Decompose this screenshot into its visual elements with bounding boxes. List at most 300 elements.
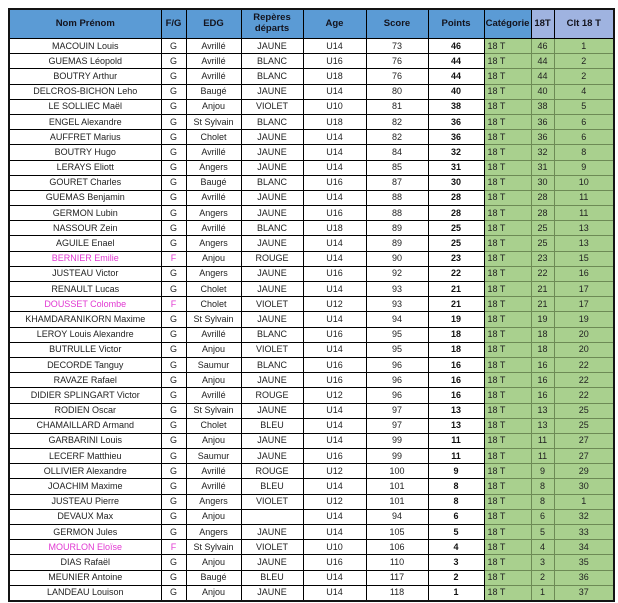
cell-points: 30 bbox=[428, 175, 484, 190]
cell-clt: 9 bbox=[554, 160, 614, 175]
cell-name: GUEMAS Léopold bbox=[9, 54, 161, 69]
cell-points: 18 bbox=[428, 327, 484, 342]
cell-t18: 30 bbox=[531, 175, 554, 190]
cell-clt: 20 bbox=[554, 327, 614, 342]
cell-edg: Angers bbox=[186, 236, 241, 251]
cell-points: 28 bbox=[428, 206, 484, 221]
cell-reperes: JAUNE bbox=[241, 190, 303, 205]
cell-categorie: 18 T bbox=[484, 525, 531, 540]
cell-name: GERMON Lubin bbox=[9, 206, 161, 221]
cell-reperes: VIOLET bbox=[241, 342, 303, 357]
cell-score: 99 bbox=[366, 433, 428, 448]
cell-fg: F bbox=[161, 251, 186, 266]
cell-edg: Avrillé bbox=[186, 54, 241, 69]
cell-score: 94 bbox=[366, 312, 428, 327]
cell-edg: Anjou bbox=[186, 555, 241, 570]
cell-reperes: BLANC bbox=[241, 327, 303, 342]
cell-fg: G bbox=[161, 206, 186, 221]
cell-age: U12 bbox=[303, 297, 366, 312]
cell-clt: 37 bbox=[554, 585, 614, 601]
cell-score: 118 bbox=[366, 585, 428, 601]
table-row bbox=[9, 418, 614, 433]
cell-age: U14 bbox=[303, 39, 366, 54]
cell-edg: Saumur bbox=[186, 357, 241, 372]
cell-score: 95 bbox=[366, 342, 428, 357]
cell-age: U16 bbox=[303, 175, 366, 190]
cell-age: U14 bbox=[303, 145, 366, 160]
cell-categorie: 18 T bbox=[484, 418, 531, 433]
cell-t18: 36 bbox=[531, 114, 554, 129]
cell-reperes: BLEU bbox=[241, 479, 303, 494]
cell-age: U14 bbox=[303, 236, 366, 251]
cell-score: 99 bbox=[366, 449, 428, 464]
cell-name: CHAMAILLARD Armand bbox=[9, 418, 161, 433]
cell-edg: St Sylvain bbox=[186, 312, 241, 327]
cell-name: KHAMDARANIKORN Maxime bbox=[9, 312, 161, 327]
table-row bbox=[9, 342, 614, 357]
cell-reperes: ROUGE bbox=[241, 251, 303, 266]
cell-t18: 3 bbox=[531, 555, 554, 570]
table-row bbox=[9, 388, 614, 403]
cell-t18: 1 bbox=[531, 585, 554, 601]
cell-t18: 25 bbox=[531, 236, 554, 251]
cell-edg: Cholet bbox=[186, 418, 241, 433]
cell-age: U16 bbox=[303, 266, 366, 281]
cell-fg: G bbox=[161, 494, 186, 509]
cell-name: MEUNIER Antoine bbox=[9, 570, 161, 585]
cell-age: U18 bbox=[303, 69, 366, 84]
cell-reperes: JAUNE bbox=[241, 373, 303, 388]
cell-name: MACOUIN Louis bbox=[9, 39, 161, 54]
cell-reperes: JAUNE bbox=[241, 39, 303, 54]
cell-clt: 15 bbox=[554, 251, 614, 266]
cell-score: 106 bbox=[366, 540, 428, 555]
cell-categorie: 18 T bbox=[484, 449, 531, 464]
cell-clt: 33 bbox=[554, 525, 614, 540]
table-row bbox=[9, 69, 614, 84]
cell-age: U16 bbox=[303, 373, 366, 388]
cell-t18: 25 bbox=[531, 221, 554, 236]
cell-t18: 16 bbox=[531, 357, 554, 372]
cell-edg: Avrillé bbox=[186, 190, 241, 205]
cell-categorie: 18 T bbox=[484, 282, 531, 297]
cell-name: DIAS Rafaël bbox=[9, 555, 161, 570]
table-row bbox=[9, 312, 614, 327]
cell-points: 23 bbox=[428, 251, 484, 266]
cell-categorie: 18 T bbox=[484, 494, 531, 509]
cell-clt: 13 bbox=[554, 236, 614, 251]
cell-clt: 17 bbox=[554, 297, 614, 312]
cell-fg: G bbox=[161, 357, 186, 372]
cell-t18: 11 bbox=[531, 433, 554, 448]
cell-categorie: 18 T bbox=[484, 114, 531, 129]
cell-t18: 6 bbox=[531, 509, 554, 524]
cell-categorie: 18 T bbox=[484, 160, 531, 175]
cell-points: 18 bbox=[428, 342, 484, 357]
cell-edg: Avrillé bbox=[186, 221, 241, 236]
cell-points: 19 bbox=[428, 312, 484, 327]
cell-categorie: 18 T bbox=[484, 479, 531, 494]
cell-reperes: JAUNE bbox=[241, 555, 303, 570]
table-row bbox=[9, 449, 614, 464]
cell-clt: 30 bbox=[554, 479, 614, 494]
cell-points: 25 bbox=[428, 236, 484, 251]
cell-edg: Avrillé bbox=[186, 479, 241, 494]
cell-reperes: JAUNE bbox=[241, 130, 303, 145]
table-row bbox=[9, 54, 614, 69]
cell-age: U14 bbox=[303, 190, 366, 205]
cell-reperes: VIOLET bbox=[241, 494, 303, 509]
cell-categorie: 18 T bbox=[484, 145, 531, 160]
cell-points: 36 bbox=[428, 130, 484, 145]
cell-name: GOURET Charles bbox=[9, 175, 161, 190]
cell-edg: St Sylvain bbox=[186, 540, 241, 555]
cell-score: 94 bbox=[366, 509, 428, 524]
cell-reperes: JAUNE bbox=[241, 236, 303, 251]
header-name: Nom Prénom bbox=[9, 9, 161, 39]
cell-fg: G bbox=[161, 433, 186, 448]
cell-points: 9 bbox=[428, 464, 484, 479]
cell-categorie: 18 T bbox=[484, 555, 531, 570]
cell-t18: 28 bbox=[531, 190, 554, 205]
cell-age: U16 bbox=[303, 327, 366, 342]
cell-age: U14 bbox=[303, 282, 366, 297]
cell-name: RAVAZE Rafael bbox=[9, 373, 161, 388]
table-row bbox=[9, 251, 614, 266]
cell-clt: 2 bbox=[554, 54, 614, 69]
cell-clt: 36 bbox=[554, 570, 614, 585]
cell-points: 36 bbox=[428, 114, 484, 129]
cell-age: U18 bbox=[303, 114, 366, 129]
cell-name: OLLIVIER Alexandre bbox=[9, 464, 161, 479]
cell-points: 13 bbox=[428, 418, 484, 433]
table-row bbox=[9, 221, 614, 236]
cell-score: 87 bbox=[366, 175, 428, 190]
cell-clt: 8 bbox=[554, 145, 614, 160]
cell-reperes: JAUNE bbox=[241, 282, 303, 297]
cell-clt: 25 bbox=[554, 418, 614, 433]
cell-categorie: 18 T bbox=[484, 69, 531, 84]
cell-t18: 16 bbox=[531, 373, 554, 388]
cell-fg: G bbox=[161, 190, 186, 205]
cell-age: U16 bbox=[303, 555, 366, 570]
header-edg: EDG bbox=[186, 9, 241, 39]
cell-categorie: 18 T bbox=[484, 221, 531, 236]
cell-categorie: 18 T bbox=[484, 342, 531, 357]
cell-score: 97 bbox=[366, 418, 428, 433]
cell-categorie: 18 T bbox=[484, 327, 531, 342]
cell-reperes: BLANC bbox=[241, 221, 303, 236]
cell-t18: 40 bbox=[531, 84, 554, 99]
cell-score: 81 bbox=[366, 99, 428, 114]
cell-fg: G bbox=[161, 312, 186, 327]
cell-t18: 21 bbox=[531, 297, 554, 312]
cell-points: 8 bbox=[428, 479, 484, 494]
cell-name: DOUSSET Colombe bbox=[9, 297, 161, 312]
cell-age: U14 bbox=[303, 509, 366, 524]
table-row bbox=[9, 282, 614, 297]
cell-categorie: 18 T bbox=[484, 99, 531, 114]
cell-age: U14 bbox=[303, 130, 366, 145]
table-row bbox=[9, 175, 614, 190]
table-row bbox=[9, 585, 614, 601]
cell-score: 76 bbox=[366, 54, 428, 69]
cell-name: RENAULT Lucas bbox=[9, 282, 161, 297]
cell-categorie: 18 T bbox=[484, 39, 531, 54]
cell-age: U14 bbox=[303, 160, 366, 175]
cell-points: 28 bbox=[428, 190, 484, 205]
table-row bbox=[9, 206, 614, 221]
cell-clt: 17 bbox=[554, 282, 614, 297]
cell-points: 44 bbox=[428, 69, 484, 84]
cell-t18: 31 bbox=[531, 160, 554, 175]
cell-reperes: JAUNE bbox=[241, 145, 303, 160]
cell-age: U16 bbox=[303, 54, 366, 69]
cell-name: GERMON Jules bbox=[9, 525, 161, 540]
cell-reperes: BLANC bbox=[241, 357, 303, 372]
cell-age: U12 bbox=[303, 494, 366, 509]
cell-name: LE SOLLIEC Maël bbox=[9, 99, 161, 114]
cell-categorie: 18 T bbox=[484, 433, 531, 448]
cell-name: LERAYS Eliott bbox=[9, 160, 161, 175]
cell-reperes: ROUGE bbox=[241, 464, 303, 479]
cell-points: 4 bbox=[428, 540, 484, 555]
cell-fg: G bbox=[161, 585, 186, 601]
cell-categorie: 18 T bbox=[484, 357, 531, 372]
table-row bbox=[9, 236, 614, 251]
cell-fg: G bbox=[161, 509, 186, 524]
cell-age: U16 bbox=[303, 449, 366, 464]
cell-points: 16 bbox=[428, 357, 484, 372]
cell-fg: G bbox=[161, 327, 186, 342]
header-score: Score bbox=[366, 9, 428, 39]
table-row bbox=[9, 373, 614, 388]
cell-points: 46 bbox=[428, 39, 484, 54]
cell-t18: 19 bbox=[531, 312, 554, 327]
cell-edg: Angers bbox=[186, 206, 241, 221]
table-row bbox=[9, 494, 614, 509]
cell-name: BOUTRY Hugo bbox=[9, 145, 161, 160]
cell-fg: G bbox=[161, 99, 186, 114]
cell-score: 88 bbox=[366, 190, 428, 205]
cell-t18: 4 bbox=[531, 540, 554, 555]
table-row bbox=[9, 114, 614, 129]
table-row bbox=[9, 403, 614, 418]
cell-reperes bbox=[241, 509, 303, 524]
cell-points: 16 bbox=[428, 388, 484, 403]
cell-name: AUFFRET Marius bbox=[9, 130, 161, 145]
cell-score: 101 bbox=[366, 494, 428, 509]
cell-name: JUSTEAU Victor bbox=[9, 266, 161, 281]
cell-points: 25 bbox=[428, 221, 484, 236]
cell-fg: G bbox=[161, 266, 186, 281]
header-categorie: Catégorie bbox=[484, 9, 531, 39]
cell-clt: 11 bbox=[554, 206, 614, 221]
cell-edg: Baugé bbox=[186, 570, 241, 585]
table-row bbox=[9, 570, 614, 585]
header-points: Points bbox=[428, 9, 484, 39]
cell-t18: 8 bbox=[531, 494, 554, 509]
cell-t18: 13 bbox=[531, 403, 554, 418]
cell-name: LEROY Louis Alexandre bbox=[9, 327, 161, 342]
cell-reperes: JAUNE bbox=[241, 403, 303, 418]
cell-fg: G bbox=[161, 160, 186, 175]
cell-score: 96 bbox=[366, 357, 428, 372]
results-table bbox=[8, 8, 615, 602]
cell-clt: 10 bbox=[554, 175, 614, 190]
table-row bbox=[9, 145, 614, 160]
cell-t18: 23 bbox=[531, 251, 554, 266]
cell-reperes: JAUNE bbox=[241, 266, 303, 281]
cell-score: 93 bbox=[366, 282, 428, 297]
table-row bbox=[9, 130, 614, 145]
cell-edg: Avrillé bbox=[186, 69, 241, 84]
cell-clt: 19 bbox=[554, 312, 614, 327]
cell-name: DEVAUX Max bbox=[9, 509, 161, 524]
cell-categorie: 18 T bbox=[484, 251, 531, 266]
cell-reperes: JAUNE bbox=[241, 160, 303, 175]
table-row bbox=[9, 99, 614, 114]
cell-fg: G bbox=[161, 175, 186, 190]
cell-categorie: 18 T bbox=[484, 373, 531, 388]
cell-score: 88 bbox=[366, 206, 428, 221]
cell-fg: G bbox=[161, 282, 186, 297]
cell-clt: 29 bbox=[554, 464, 614, 479]
cell-score: 96 bbox=[366, 373, 428, 388]
cell-points: 32 bbox=[428, 145, 484, 160]
cell-fg: G bbox=[161, 479, 186, 494]
cell-categorie: 18 T bbox=[484, 585, 531, 601]
cell-reperes: JAUNE bbox=[241, 449, 303, 464]
cell-score: 82 bbox=[366, 130, 428, 145]
cell-t18: 36 bbox=[531, 130, 554, 145]
cell-reperes: BLANC bbox=[241, 175, 303, 190]
cell-edg: Avrillé bbox=[186, 388, 241, 403]
cell-categorie: 18 T bbox=[484, 570, 531, 585]
cell-age: U14 bbox=[303, 479, 366, 494]
cell-edg: Anjou bbox=[186, 585, 241, 601]
cell-reperes: VIOLET bbox=[241, 297, 303, 312]
table-row bbox=[9, 266, 614, 281]
cell-name: LECERF Matthieu bbox=[9, 449, 161, 464]
cell-score: 73 bbox=[366, 39, 428, 54]
cell-reperes: JAUNE bbox=[241, 84, 303, 99]
cell-score: 110 bbox=[366, 555, 428, 570]
cell-reperes: JAUNE bbox=[241, 312, 303, 327]
cell-fg: G bbox=[161, 221, 186, 236]
cell-score: 92 bbox=[366, 266, 428, 281]
cell-clt: 4 bbox=[554, 84, 614, 99]
cell-points: 3 bbox=[428, 555, 484, 570]
table-row bbox=[9, 433, 614, 448]
cell-t18: 9 bbox=[531, 464, 554, 479]
cell-t18: 38 bbox=[531, 99, 554, 114]
cell-t18: 13 bbox=[531, 418, 554, 433]
header-row bbox=[9, 9, 614, 39]
cell-points: 21 bbox=[428, 297, 484, 312]
cell-edg: Cholet bbox=[186, 130, 241, 145]
cell-age: U14 bbox=[303, 418, 366, 433]
cell-score: 89 bbox=[366, 236, 428, 251]
cell-edg: Anjou bbox=[186, 373, 241, 388]
cell-categorie: 18 T bbox=[484, 464, 531, 479]
cell-clt: 22 bbox=[554, 357, 614, 372]
cell-edg: Anjou bbox=[186, 99, 241, 114]
cell-points: 11 bbox=[428, 433, 484, 448]
cell-clt: 27 bbox=[554, 449, 614, 464]
table-row bbox=[9, 160, 614, 175]
cell-edg: Anjou bbox=[186, 433, 241, 448]
cell-reperes: VIOLET bbox=[241, 99, 303, 114]
cell-points: 5 bbox=[428, 525, 484, 540]
table-row bbox=[9, 555, 614, 570]
cell-name: JUSTEAU Pierre bbox=[9, 494, 161, 509]
table-row bbox=[9, 190, 614, 205]
header-t18: 18T bbox=[531, 9, 554, 39]
table-row bbox=[9, 357, 614, 372]
cell-points: 6 bbox=[428, 509, 484, 524]
cell-clt: 6 bbox=[554, 114, 614, 129]
cell-name: BOUTRY Arthur bbox=[9, 69, 161, 84]
cell-edg: Anjou bbox=[186, 251, 241, 266]
cell-categorie: 18 T bbox=[484, 540, 531, 555]
cell-t18: 46 bbox=[531, 39, 554, 54]
cell-score: 82 bbox=[366, 114, 428, 129]
cell-name: JOACHIM Maxime bbox=[9, 479, 161, 494]
cell-edg: Cholet bbox=[186, 282, 241, 297]
cell-fg: G bbox=[161, 403, 186, 418]
cell-t18: 5 bbox=[531, 525, 554, 540]
table-row bbox=[9, 479, 614, 494]
cell-fg: G bbox=[161, 464, 186, 479]
cell-edg: Angers bbox=[186, 525, 241, 540]
cell-t18: 18 bbox=[531, 327, 554, 342]
cell-points: 40 bbox=[428, 84, 484, 99]
cell-edg: Avrillé bbox=[186, 464, 241, 479]
cell-clt: 2 bbox=[554, 69, 614, 84]
cell-name: MOURLON Eloïse bbox=[9, 540, 161, 555]
cell-score: 93 bbox=[366, 297, 428, 312]
cell-t18: 44 bbox=[531, 69, 554, 84]
cell-age: U14 bbox=[303, 525, 366, 540]
cell-score: 76 bbox=[366, 69, 428, 84]
cell-clt: 13 bbox=[554, 221, 614, 236]
cell-age: U10 bbox=[303, 540, 366, 555]
cell-categorie: 18 T bbox=[484, 509, 531, 524]
cell-points: 38 bbox=[428, 99, 484, 114]
cell-score: 84 bbox=[366, 145, 428, 160]
cell-name: BERNIER Emilie bbox=[9, 251, 161, 266]
cell-fg: G bbox=[161, 114, 186, 129]
cell-categorie: 18 T bbox=[484, 175, 531, 190]
cell-fg: G bbox=[161, 69, 186, 84]
cell-t18: 18 bbox=[531, 342, 554, 357]
cell-edg: Angers bbox=[186, 160, 241, 175]
cell-age: U14 bbox=[303, 570, 366, 585]
cell-fg: G bbox=[161, 236, 186, 251]
cell-clt: 32 bbox=[554, 509, 614, 524]
cell-clt: 1 bbox=[554, 494, 614, 509]
cell-name: NASSOUR Zein bbox=[9, 221, 161, 236]
cell-name: RODIEN Oscar bbox=[9, 403, 161, 418]
table-row bbox=[9, 84, 614, 99]
cell-score: 117 bbox=[366, 570, 428, 585]
cell-t18: 28 bbox=[531, 206, 554, 221]
cell-t18: 44 bbox=[531, 54, 554, 69]
cell-fg: G bbox=[161, 373, 186, 388]
cell-t18: 32 bbox=[531, 145, 554, 160]
cell-fg: G bbox=[161, 555, 186, 570]
